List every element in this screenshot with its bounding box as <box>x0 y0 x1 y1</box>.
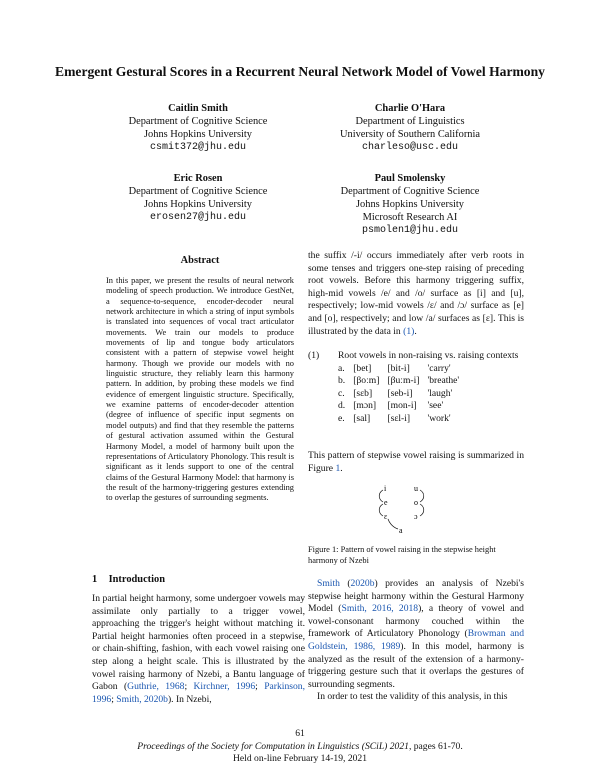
body-text: ). In this model, harmony is analyzed as the result of the extension of a harmony-triggering gesture such that it overlaps the gestures of surrounding segments. <box>308 640 524 690</box>
citation-link[interactable]: Kirchner, 1996 <box>193 681 256 693</box>
citation-link[interactable]: Smith, 2020b <box>116 693 168 705</box>
proceedings-pages: , pages 61-70. <box>408 740 463 752</box>
body-text: This pattern of stepwise vowel raising is summarized in Figure <box>308 450 524 474</box>
figure-ref-link[interactable]: 1 <box>335 462 341 474</box>
example-table <box>338 363 467 426</box>
section-number: 1 <box>92 574 98 585</box>
citation-link[interactable]: Parkinson, 1996 <box>92 681 305 705</box>
example-gloss: 'breathe' <box>427 375 460 387</box>
right-paragraph-2: This pattern of stepwise vowel raising is summarized in Figure 1. <box>308 450 524 474</box>
paper-title: Emergent Gestural Scores in a Recurrent Neural Network Model of Vowel Harmony <box>55 64 545 79</box>
figure-caption: Figure 1: Pattern of vowel raising in the stepwise height harmony of Nzebi <box>308 545 496 565</box>
intro-text-end: ). In Nzebi, <box>167 693 212 705</box>
author-inst: Johns Hopkins University <box>144 129 252 140</box>
example-gloss: 'see' <box>427 400 444 412</box>
vowel-e: e <box>384 498 388 507</box>
right-paragraph-3: Smith (2020b) provides an analysis of Nzebi's stepwise height harmony within the Gestural Harmony Model (Smith, 2016, 2018), a theory of vowel and vowel-consonant harmony couched within the framework of Articulatory Phonology (Browman and Goldstein, 1986, 1989). In this model, harmony is analyzed as the result of the extension of a harmony-triggering gesture such that it overlaps the gestures of surrounding segments. In order to test the validity of this analysis, in this <box>308 578 525 703</box>
vowel-u: u <box>414 484 418 493</box>
example-base: [βoːm] <box>353 375 380 387</box>
example-label: d. <box>338 400 346 412</box>
example-raised: [sɛl-i] <box>387 412 411 424</box>
body-text: provides an analysis of Nzebi's stepwise height harmony within the Gestural Harmony Model ( <box>308 578 525 615</box>
body-text: ), a theory of vowel and vowel-consonant harmony couched within the framework of Articulatory Phonology ( <box>308 603 524 640</box>
author-inst-2: Microsoft Research AI <box>362 212 458 223</box>
author-dept: Department of Linguistics <box>355 116 465 127</box>
author-inst: University of Southern California <box>340 129 480 140</box>
section-title: Introduction <box>108 574 166 585</box>
abstract-heading: Abstract <box>180 255 220 266</box>
author-email[interactable]: csmit372@jhu.edu <box>149 142 246 153</box>
arrow-a-to-open-e <box>388 519 398 529</box>
example-label: c. <box>338 387 345 399</box>
author-inst: Johns Hopkins University <box>356 199 464 210</box>
arrow-e-open-to-e <box>379 504 383 516</box>
held-online: Held on-line February 14-19, 2021 <box>232 753 368 765</box>
example-gloss: 'laugh' <box>427 387 453 399</box>
author-email[interactable]: charleso@usc.edu <box>361 142 458 153</box>
author-block-4 <box>300 172 520 237</box>
author-dept: Department of Cognitive Science <box>128 186 268 197</box>
vowel-open-e: ɛ <box>384 512 388 521</box>
vowel-open-o: ɔ <box>414 512 418 521</box>
example-base: [bet] <box>353 362 372 374</box>
arrow-e-to-i <box>379 490 383 502</box>
example-gloss: 'carry' <box>427 362 451 374</box>
arrow-o-to-u <box>420 490 424 502</box>
citation-link[interactable]: Smith <box>317 578 340 589</box>
vowel-i: i <box>384 484 387 493</box>
author-name: Eric Rosen <box>173 173 223 184</box>
citation-link[interactable]: Browman and Goldstein, 1986, 1989 <box>308 628 524 652</box>
body-text: In order to test the validity of this analysis, in this <box>317 691 508 703</box>
author-block-2 <box>300 102 520 154</box>
intro-paragraph <box>92 593 305 706</box>
citation-link[interactable]: 2020b <box>350 578 375 589</box>
example-label: a. <box>338 362 345 374</box>
page-footer <box>40 728 560 766</box>
example-raised: [mon-i] <box>387 400 417 412</box>
abstract-text: In this paper, we present the results of neural network modeling of speech production. We introduce GestNet, a sequence-to-sequence, encoder-decoder neural network architecture in which a string of input symbols is translated into sequences of vocal tract articulator movements. We train our models to produce movements of lip and tongue body articulators consistent with a pattern of stepwise vowel height harmony. Though we provide our models with no linguistic structure, they reliably learn this harmony pattern. In addition, by probing these models we find evidence of emergent linguistic structure. Specifically, we examine patterns of encoder-decoder attention (degree of influence of specific input segments on model outputs) and find that they resemble the patterns of gestural activation assumed within the Gestural Harmony Model, a model of harmony built upon the representations of Articulatory Phonology. This result is significant as it lends support to one of the central claims of the Gestural Harmony Model: that harmony is the result of the harmony-triggering gestures extending to overlap the gestures of surrounding segments. <box>106 276 294 503</box>
author-email[interactable]: erosen27@jhu.edu <box>149 212 246 223</box>
example-base: [mɔn] <box>353 400 377 412</box>
section-heading <box>92 574 165 585</box>
citation-link[interactable]: Smith, 2016, 2018 <box>341 603 419 615</box>
vowel-a: a <box>399 526 403 535</box>
example-row <box>338 413 467 426</box>
citation-separator: ; <box>255 681 265 693</box>
author-inst: Johns Hopkins University <box>144 199 252 210</box>
vowel-o: o <box>414 498 418 507</box>
example-ref-link[interactable]: (1) <box>403 325 415 337</box>
body-text: the suffix /-i/ occurs immediately after verb roots in some tenses and triggers one-step raising of preceding root vowels. Before this harmony triggering suffix, high-mid vowels /e/ and /o/ surface as [i] and [u], respectively; low-mid vowels /ɛ/ and /ɔ/ surface as [e] and [o], respectively; and low /a/ surfaces as [ɛ]. This is illustrated by the data in <box>308 250 524 337</box>
citation-separator: ; <box>184 681 194 693</box>
citation-separator: ; <box>111 693 117 705</box>
arrow-o-open-to-o <box>420 504 424 516</box>
example-1 <box>308 350 524 426</box>
example-row <box>338 388 467 401</box>
intro-text: In partial height harmony, some undergoer vowels may assimilate only partially to a trigger vowel, approaching the trigger's height without matching it. Partial height harmonies often proceed in a stepwise, or chain-shifting, fashion, with each vowel raising one step along a height scale. This is illustrated by the vowel raising harmony of Nzebi, a Bantu language of Gabon ( <box>92 593 305 693</box>
author-block-3 <box>88 172 308 224</box>
example-row <box>338 363 467 376</box>
example-label: e. <box>338 412 345 424</box>
author-name: Charlie O'Hara <box>374 103 446 114</box>
vowel-raising-figure <box>376 481 432 537</box>
example-row <box>338 400 467 413</box>
example-raised: [seb-i] <box>387 387 413 399</box>
proceedings-title: Proceedings of the Society for Computation in Linguistics (SCiL) 2021 <box>137 740 409 752</box>
author-dept: Department of Cognitive Science <box>128 116 268 127</box>
example-row <box>338 375 467 388</box>
page-number: 61 <box>295 728 305 739</box>
example-raised: [βuːm-i] <box>387 375 420 387</box>
example-raised: [bit-i] <box>387 362 410 374</box>
example-base: [sal] <box>353 412 371 424</box>
citation-link[interactable]: Guthrie, 1968 <box>127 681 185 693</box>
right-paragraph-1: the suffix /-i/ occurs immediately after verb roots in some tenses and triggers one-step raising of preceding root vowels. Before this harmony triggering suffix, high-mid vowels /e/ and /o/ surface as [i] and [u], respectively; low-mid vowels /ɛ/ and /ɔ/ surface as [e] and [o], respectively; and low /a/ surfaces as [ɛ]. This is illustrated by the data in (1). <box>308 250 524 337</box>
example-gloss: 'work' <box>427 412 451 424</box>
author-block-1 <box>88 102 308 154</box>
example-caption: Root vowels in non-raising vs. raising contexts <box>338 350 519 361</box>
example-label: b. <box>338 375 346 387</box>
author-email[interactable]: psmolen1@jhu.edu <box>361 225 458 236</box>
author-name: Paul Smolensky <box>374 173 446 184</box>
example-number: (1) <box>308 350 320 361</box>
example-base: [sɛb] <box>353 387 373 399</box>
author-dept: Department of Cognitive Science <box>340 186 480 197</box>
author-name: Caitlin Smith <box>168 103 228 114</box>
